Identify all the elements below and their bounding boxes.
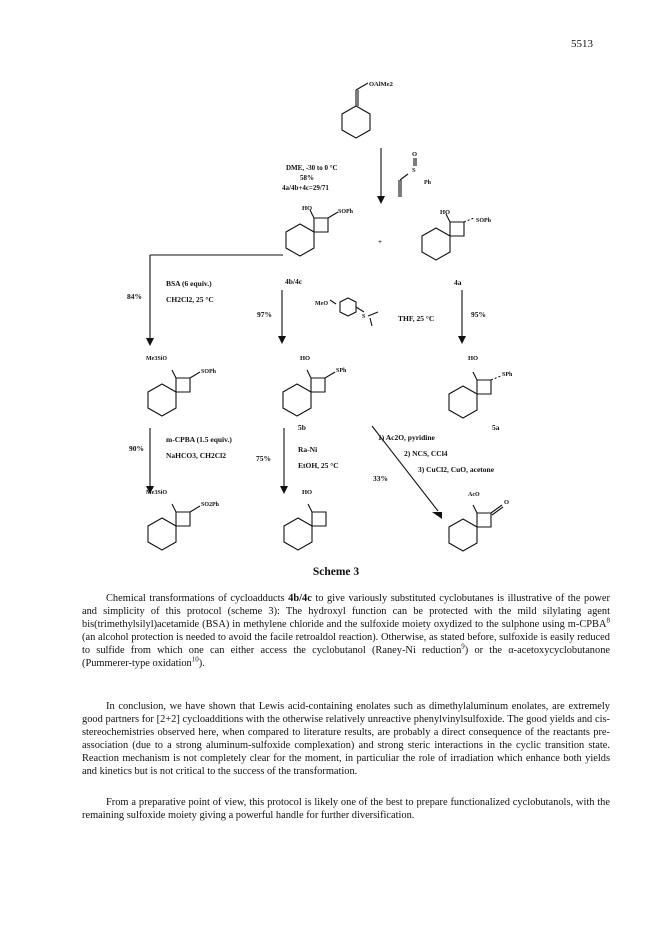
reduction-conditions: THF, 25 °C [398, 314, 435, 323]
pummerer-step-2: 2) NCS, CCl4 [404, 449, 448, 458]
paragraph-3: From a preparative point of view, this protocol is likely one of the best to prepare functionalized cyclobutanols, with the remaining sulfoxide moiety giving a powerful handle for further diversification. [82, 797, 610, 822]
silyl-sulfoxide: SOPh [201, 369, 217, 375]
ketone-oxygen: O [504, 499, 510, 506]
label-4a: 4a [454, 278, 462, 287]
reagent-phenyl: Ph [424, 180, 432, 186]
raney-solvent: EtOH, 25 °C [298, 461, 339, 470]
acetoxy-group: AcO [468, 492, 480, 498]
5a-hydroxyl: HO [468, 355, 479, 362]
silyl-ether-group: Me3SiO [146, 356, 167, 362]
pummerer-step-1: 1) Ac2O, pyridine [378, 433, 435, 442]
5b-sulfide: SPh [336, 368, 347, 374]
label-4bc: 4b/4c [285, 277, 303, 286]
p1-compound-ref: 4b/4c [288, 593, 312, 604]
mcpba-solvent: NaHCO3, CH2Cl2 [166, 451, 226, 460]
5b-hydroxyl: HO [300, 355, 311, 362]
paragraph-2: In conclusion, we have shown that Lewis acid-containing enolates such as dimethylaluminum enolates, are extremely good partners for [2+2] cycloadditions with the otherwise relatively unreactive phenylvinylsulfoxide. The good yields and cis-stereochemistries observed here, when compared to literature results, are probably a direct consequence of the reactants pre-association (due to a strong aluminum-sulfoxide complexation) and strong steric interactions in the cyclic transition state. Reaction mechanism is not completely clear for the moment, in particuliar the role of irradiation which enhance both yields and kinetics but is not critical to the success of the transformation. [82, 701, 610, 778]
page-number: 5513 [571, 38, 593, 50]
p1-ref-8: 8 [606, 616, 610, 625]
sulfone-silyl-group: Me3SiO [146, 490, 167, 496]
reagent-methoxy: MeO [315, 301, 328, 307]
p1-text-c: to give variously substituted cyclobutanes is illustrative of the power and simplicity of this protocol (scheme 3): The hydroxyl function can be protected with the mild silylating agent bis(trimethylsilyl)acetamide (BSA) in methylene chloride and the sulfoxide moiety oxydized to the sulphone using m-CPBA [82, 593, 610, 631]
pummerer-yield: 33% [373, 474, 388, 483]
bsa-solvent: CH2Cl2, 25 °C [166, 295, 214, 304]
p1-ref-10: 10 [191, 656, 199, 664]
cyclohexane-ring [342, 106, 370, 138]
reduction-yield-right: 95% [471, 310, 486, 319]
plus-sign: + [378, 238, 382, 246]
bsa-reagent: BSA (6 equiv.) [166, 279, 212, 288]
bsa-yield: 84% [127, 292, 142, 301]
p1-text-e: ) or the α-acetoxycyclobutanone (Pummerer-type oxidation [82, 645, 611, 670]
5a-sulfide: SPh [502, 372, 513, 378]
conditions-1-line2: 58% [300, 174, 314, 182]
reagent-disulfide-s: S [362, 314, 366, 320]
reduction-yield: 97% [257, 310, 272, 319]
raney-yield: 75% [256, 454, 271, 463]
label-5b: 5b [298, 423, 306, 432]
paragraph-1 [82, 592, 610, 671]
conditions-1-line3: 4a/4b+4c=29/71 [282, 184, 329, 192]
p1-text-f: ). [198, 658, 205, 670]
p1-ref-9: 9 [461, 642, 465, 651]
oalme2-group: OAlMe2 [369, 81, 393, 88]
pummerer-step-3: 3) CuCl2, CuO, acetone [418, 465, 495, 474]
label-5a: 5a [492, 423, 500, 432]
reagent-sulfur: S [412, 167, 416, 174]
mcpba-reagent: m-CPBA (1.5 equiv.) [166, 435, 232, 444]
conditions-1-line1: DME, -30 to 0 °C [286, 164, 338, 172]
p1-text-a: Chemical transformations of cycloadducts [106, 593, 289, 604]
scheme-caption: Scheme 3 [312, 566, 360, 578]
4a-hydroxyl: HO [440, 209, 451, 216]
raney-reagent: Ra-Ni [298, 445, 318, 454]
4bc-sulfoxide: SOPh [338, 209, 354, 215]
cyclobutanol-hydroxyl: HO [302, 489, 313, 496]
mcpba-yield: 90% [129, 444, 144, 453]
sulfone-group: SO2Ph [201, 502, 220, 508]
reagent-oxygen: O [412, 151, 418, 158]
4a-sulfoxide: SOPh [476, 218, 492, 224]
4bc-hydroxyl: HO [302, 205, 313, 212]
p1-text-d: (an alcohol protection is needed to avoid the facile retroaldol reaction). Otherwise, as stated before, sulfoxide is easily reduced to sulfide from which one can either access the cyclobutanol (Raney-Ni reduction [82, 632, 610, 657]
